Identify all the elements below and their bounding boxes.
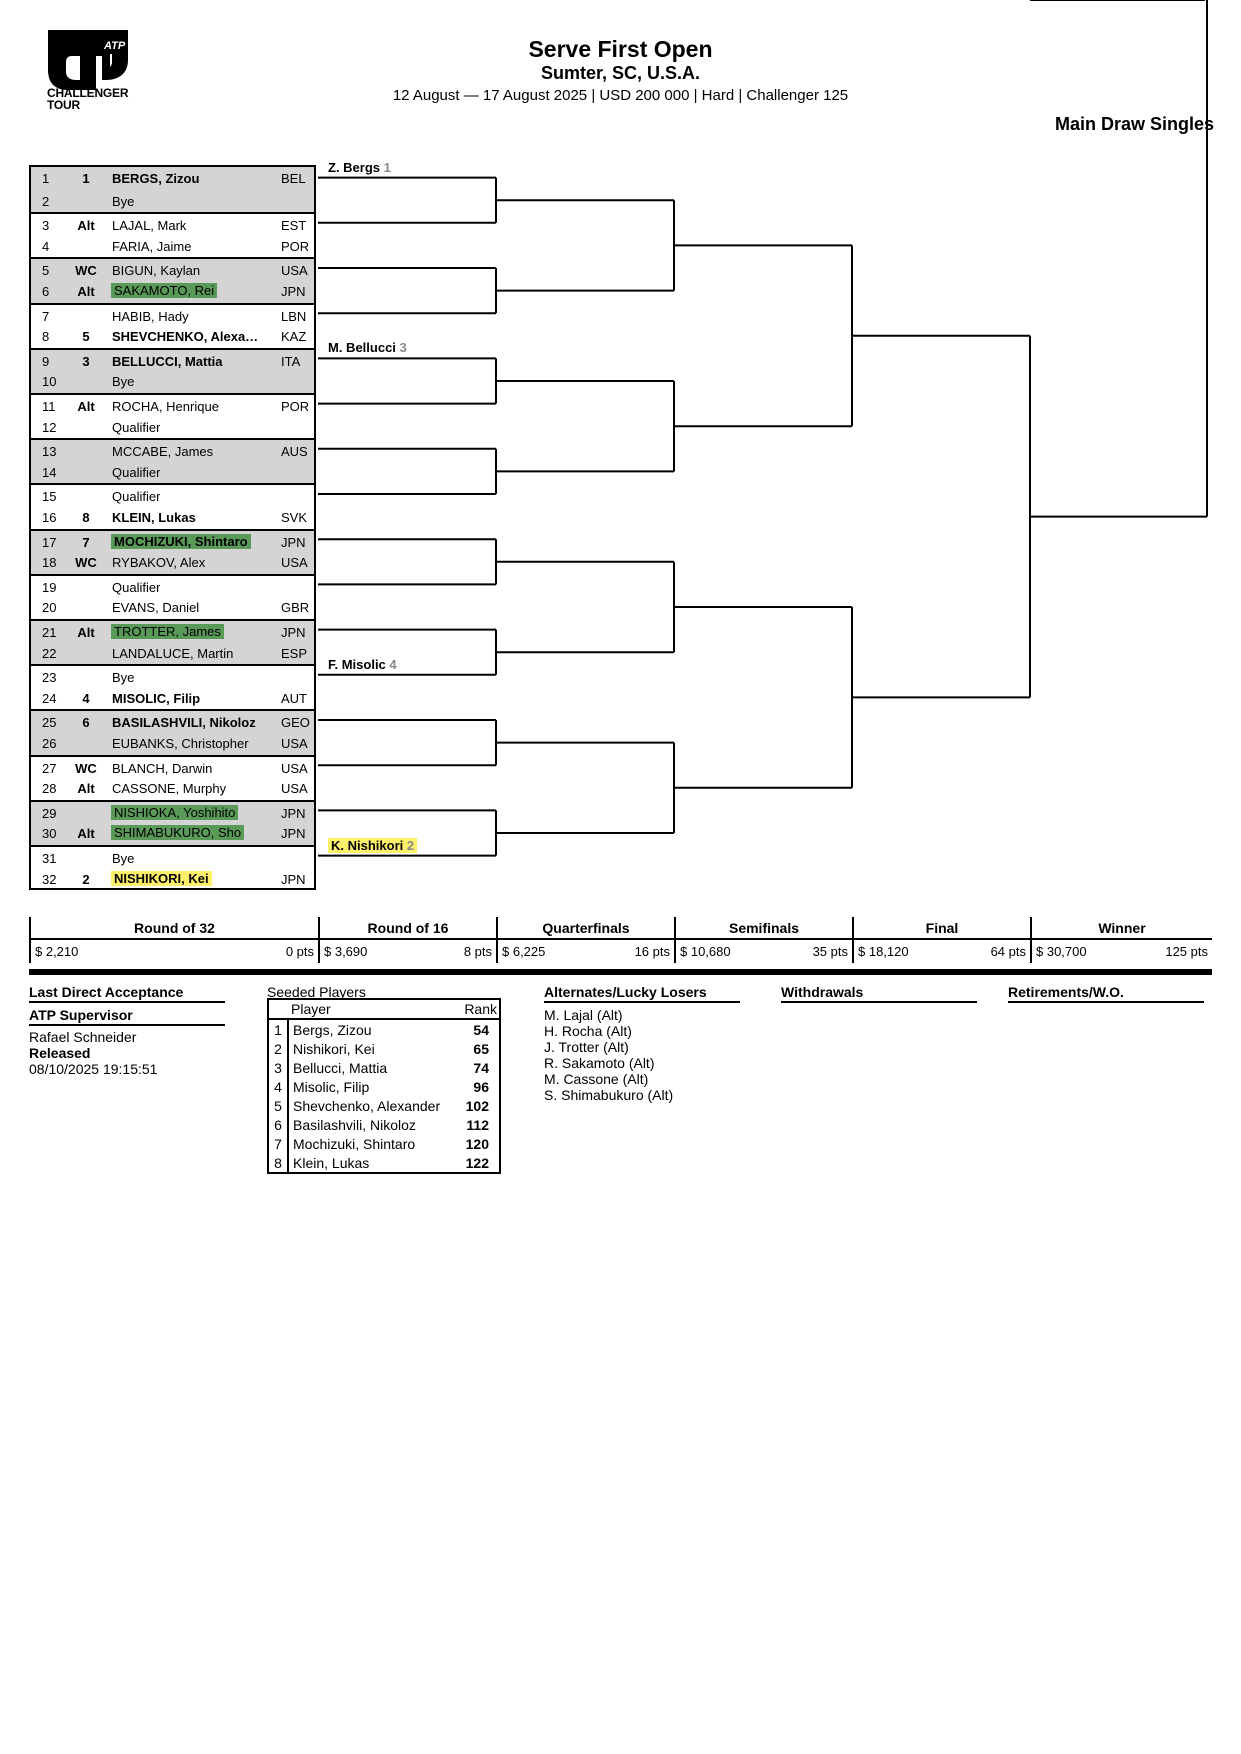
round-column	[852, 917, 1030, 963]
player-country: USA	[281, 736, 308, 751]
player-name: BLANCH, Darwin	[112, 760, 213, 776]
entry-seed: Alt	[77, 826, 95, 842]
player-country: POR	[281, 399, 310, 414]
winner-name: Z. Bergs	[328, 159, 381, 175]
entry-seed: Alt	[77, 218, 95, 234]
draw-position: 3	[42, 218, 50, 234]
round-points: 35 pts	[812, 944, 848, 959]
round-name: Semifinals	[728, 920, 800, 936]
player-name: TROTTER, James	[111, 624, 224, 639]
r2-winner-label	[328, 340, 407, 355]
player-country: ITA	[281, 353, 301, 369]
draw-position: 4	[42, 238, 50, 254]
seed-rank: 112	[466, 1117, 489, 1133]
player-name: RYBAKOV, Alex	[112, 555, 206, 571]
player-country: JPN	[281, 826, 306, 842]
seeded-row	[269, 1096, 499, 1115]
round-prize: $ 10,680	[680, 944, 731, 959]
player-name: NISHIKORI, Kei	[111, 871, 212, 886]
winner-name: F. Misolic	[328, 656, 386, 672]
player-country: JPN	[281, 534, 306, 550]
alternate-item: J. Trotter (Alt)	[544, 1039, 629, 1055]
tournament-location: Sumter, SC, U.S.A.	[540, 63, 701, 83]
draw-position: 27	[42, 760, 57, 776]
seed-player: Shevchenko, Alexander	[293, 1098, 441, 1114]
entry-seed: WC	[75, 263, 97, 279]
player-name: SHIMABUKURO, Sho	[111, 825, 244, 840]
seed-number: 2	[274, 1041, 282, 1057]
entry-seed: 6	[82, 715, 90, 731]
round-column	[496, 917, 674, 963]
draw-position: 31	[42, 851, 57, 866]
winner-name: M. Bellucci	[328, 340, 396, 356]
tournament-info: 12 August — 17 August 2025 | USD 200 000 | Hard | Challenger 125	[392, 87, 849, 104]
seed-player: Bellucci, Mattia	[293, 1060, 388, 1076]
draw-position: 26	[42, 736, 57, 751]
entry-seed: 3	[82, 353, 90, 369]
seed-number: 6	[274, 1117, 282, 1133]
logo-text: CHALLENGER TOUR	[47, 86, 129, 112]
draw-position: 13	[42, 444, 57, 460]
alternate-item: S. Shimabukuro (Alt)	[544, 1087, 674, 1103]
player-name: Qualifier	[112, 579, 161, 595]
round-column	[674, 917, 852, 963]
round-name: Round of 16	[367, 920, 449, 936]
player-country: AUT	[281, 690, 307, 706]
entry-seed: 5	[82, 329, 90, 345]
draw-position: 14	[42, 464, 57, 480]
tournament-title: Serve First Open	[528, 36, 713, 62]
seed-rank: 122	[465, 1155, 489, 1171]
round-points: 8 pts	[463, 944, 492, 959]
player-country: JPN	[281, 805, 306, 821]
draw-position: 17	[42, 534, 57, 550]
r2-winner-label	[328, 657, 397, 672]
seeded-row	[269, 1058, 499, 1077]
round-prize: $ 2,210	[35, 944, 79, 959]
round-points: 125 pts	[1165, 944, 1208, 959]
draw-position: 23	[42, 670, 57, 686]
draw-position: 25	[42, 715, 57, 731]
draw-position: 8	[42, 329, 50, 345]
player-name: LANDALUCE, Martin	[112, 645, 234, 661]
draw-position: 9	[42, 353, 50, 369]
seed-rank: 54	[473, 1022, 489, 1038]
player-name: KLEIN, Lukas	[112, 510, 196, 525]
entry-seed: 4	[82, 690, 90, 706]
draw-position: 30	[42, 826, 57, 842]
prize-money-table	[29, 917, 1212, 963]
footer-retirements: Retirements/W.O.	[1008, 984, 1204, 1003]
seed-player: Basilashvili, Nikoloz	[293, 1117, 416, 1133]
player-country: USA	[281, 555, 308, 571]
draw-position: 11	[42, 399, 56, 414]
player-country: JPN	[281, 625, 306, 640]
seed-number: 5	[274, 1098, 282, 1114]
player-country: LBN	[281, 308, 307, 324]
entry-seed: Alt	[77, 781, 95, 797]
player-name: Bye	[112, 670, 135, 686]
player-name: BELLUCCI, Mattia	[112, 353, 223, 369]
seed-number: 7	[274, 1136, 282, 1152]
seed-rank: 65	[473, 1041, 489, 1057]
seed-player: Misolic, Filip	[293, 1079, 370, 1095]
seed-rank: 120	[465, 1136, 489, 1152]
winner-seed: 3	[399, 340, 407, 356]
seed-player: Bergs, Zizou	[293, 1022, 372, 1038]
player-name: MISOLIC, Filip	[112, 690, 201, 706]
round-column	[318, 917, 496, 963]
player-name: EVANS, Daniel	[112, 600, 200, 616]
player-name: MCCABE, James	[112, 444, 214, 460]
player-country: KAZ	[281, 329, 307, 345]
draw-position: 16	[42, 510, 57, 525]
player-name: SHEVCHENKO, Alexa…	[112, 329, 259, 345]
player-country: JPN	[281, 871, 306, 887]
seeded-players-table: Player Rank 1 Bergs, Zizou 54 2 Nishikori, Kei 65 3 Bellucci, Mattia 74 4 Misolic, Filip 96 5 Shevchenko, Alexander 102 6 Basilashvili, Nikoloz 112 7 Mochizuki, Shintaro 120 8 Klein, Lukas 122	[267, 998, 501, 1174]
draw-position: 21	[42, 625, 57, 640]
player-country: AUS	[281, 444, 308, 460]
player-name: BERGS, Zizou	[112, 171, 200, 186]
seed-number: 8	[274, 1155, 282, 1171]
footer-alternates: Alternates/Lucky Losers M. Lajal (Alt) H. Rocha (Alt) J. Trotter (Alt) R. Sakamoto (Alt) M. Cassone (Alt) S. Shimabukuro (Alt)	[544, 984, 740, 1103]
player-name: LAJAL, Mark	[112, 218, 187, 234]
alternate-item: M. Cassone (Alt)	[544, 1071, 649, 1087]
seed-rank: 96	[473, 1079, 489, 1095]
player-country: JPN	[281, 284, 306, 299]
entry-seed: WC	[75, 760, 97, 776]
draw-position: 29	[42, 805, 57, 821]
winner-seed: 1	[383, 159, 391, 175]
round-prize: $ 30,700	[1036, 944, 1087, 959]
entry-seed: 2	[82, 871, 90, 887]
player-name: MOCHIZUKI, Shintaro	[111, 534, 251, 549]
player-name: Bye	[112, 374, 135, 390]
draw-position: 18	[42, 555, 57, 571]
winner-name: K. Nishikori	[331, 837, 404, 853]
atp-brand-text: ATP	[104, 40, 126, 52]
player-country: BEL	[281, 171, 306, 186]
seed-player: Klein, Lukas	[293, 1155, 370, 1171]
draw-position: 6	[42, 284, 50, 299]
player-name: NISHIOKA, Yoshihito	[111, 805, 238, 820]
winner-seed: 4	[389, 656, 397, 672]
seeded-row	[269, 1134, 499, 1153]
player-country: USA	[281, 781, 308, 797]
round-name: Final	[925, 920, 959, 936]
seed-player: Nishikori, Kei	[293, 1041, 375, 1057]
player-country: USA	[281, 760, 308, 776]
player-country: ESP	[281, 645, 308, 661]
round-prize: $ 6,225	[502, 944, 546, 959]
entry-seed: Alt	[77, 625, 95, 640]
entry-seed: Alt	[77, 284, 95, 299]
round-divider	[29, 938, 1212, 940]
player-name: Bye	[112, 851, 135, 866]
draw-position: 12	[42, 419, 57, 435]
seed-number: 3	[274, 1060, 282, 1076]
entry-seed: 1	[82, 171, 90, 186]
entry-seed: 7	[82, 534, 90, 550]
round-prize: $ 3,690	[324, 944, 368, 959]
draw-position: 2	[42, 193, 50, 209]
player-name: Qualifier	[112, 419, 161, 435]
alternate-item: R. Sakamoto (Alt)	[544, 1055, 655, 1071]
seeded-row	[269, 1077, 499, 1096]
draw-position: 10	[42, 374, 57, 390]
alternate-item: H. Rocha (Alt)	[544, 1023, 632, 1039]
draw-position: 5	[42, 263, 50, 279]
footer-lda: Last Direct Acceptance ATP Supervisor Rafael Schneider Released 08/10/2025 19:15:51	[29, 984, 225, 1077]
round-column	[1030, 917, 1212, 963]
player-name: EUBANKS, Christopher	[112, 736, 249, 751]
player-country: SVK	[281, 510, 308, 525]
draw-position: 32	[42, 871, 57, 887]
seeded-row	[269, 1020, 499, 1039]
player-name: Qualifier	[112, 489, 161, 505]
player-name: ROCHA, Henrique	[112, 399, 219, 414]
player-country: USA	[281, 263, 308, 279]
round-points: 0 pts	[285, 944, 314, 959]
draw-position: 22	[42, 645, 57, 661]
entry-seed: Alt	[77, 399, 95, 414]
draw-type: Main Draw Singles	[1054, 114, 1214, 134]
draw-position: 7	[42, 308, 50, 324]
seed-player: Mochizuki, Shintaro	[293, 1136, 416, 1152]
player-name: CASSONE, Murphy	[112, 781, 227, 797]
round-points: 16 pts	[634, 944, 670, 959]
player-name: BASILASHVILI, Nikoloz	[112, 715, 256, 731]
round-prize: $ 18,120	[858, 944, 909, 959]
round-points: 64 pts	[990, 944, 1026, 959]
player-country: GEO	[281, 715, 310, 731]
seeded-row	[269, 1039, 499, 1058]
alternate-item: M. Lajal (Alt)	[544, 1007, 623, 1023]
player-name: Bye	[112, 193, 135, 209]
round-name: Round of 32	[134, 920, 215, 936]
round-name: Winner	[1098, 920, 1146, 936]
section-separator	[29, 969, 1212, 975]
draw-position: 28	[42, 781, 57, 797]
winner-seed: 2	[406, 837, 415, 853]
r2-winner-label	[328, 160, 391, 175]
player-country: EST	[281, 218, 307, 234]
seed-number: 4	[274, 1079, 282, 1095]
player-name: SAKAMOTO, Rei	[111, 283, 217, 298]
footer-withdrawals: Withdrawals	[781, 984, 977, 1003]
seed-rank: 74	[473, 1060, 489, 1076]
round-name: Quarterfinals	[542, 920, 630, 936]
player-name: FARIA, Jaime	[112, 238, 192, 254]
player-name: HABIB, Hady	[112, 308, 189, 324]
draw-position: 1	[42, 171, 50, 186]
draw-position: 15	[42, 489, 57, 505]
seed-number: 1	[274, 1022, 282, 1038]
player-name: Qualifier	[112, 464, 161, 480]
seeded-players-label: Seeded Players	[267, 984, 366, 1000]
draw-position: 20	[42, 600, 57, 616]
seeded-row	[269, 1153, 499, 1172]
seeded-row	[269, 1115, 499, 1134]
player-name: BIGUN, Kaylan	[112, 263, 201, 279]
player-country: POR	[281, 238, 310, 254]
seed-rank: 102	[465, 1098, 489, 1114]
r2-winner-label	[328, 838, 417, 853]
draw-position: 19	[42, 579, 57, 595]
draw-position: 24	[42, 690, 57, 706]
entry-seed: WC	[75, 555, 97, 571]
round-column	[29, 917, 318, 963]
entry-seed: 8	[82, 510, 90, 525]
player-country: GBR	[281, 600, 310, 616]
